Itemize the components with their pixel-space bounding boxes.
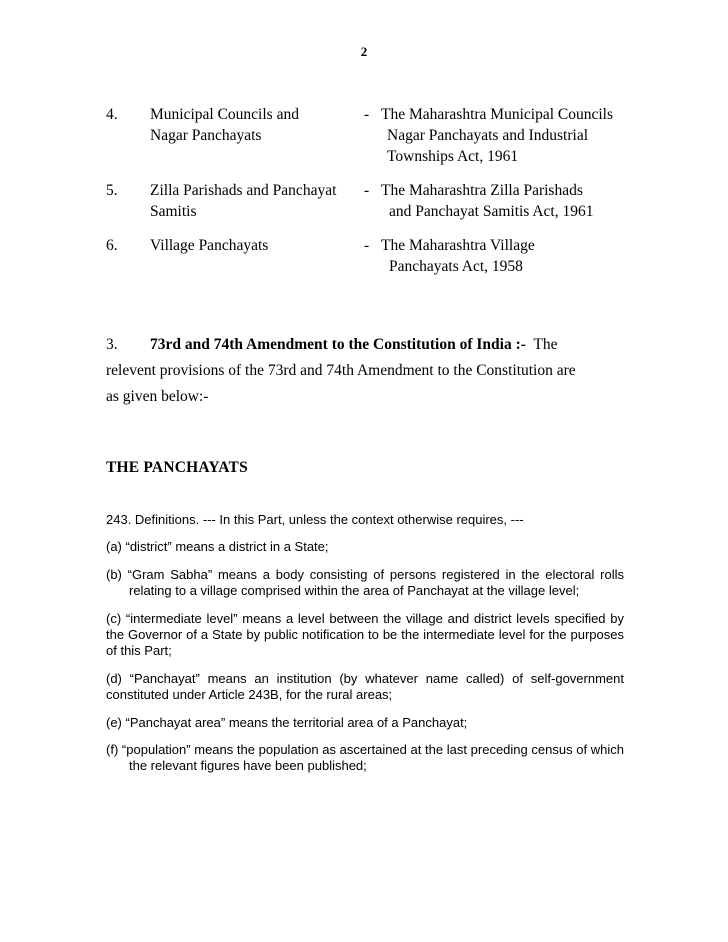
definition-item: (e) “Panchayat area” means the territorial area of a Panchayat; <box>106 714 468 730</box>
item-dash: - <box>364 237 370 254</box>
item-number: 5. <box>106 182 118 199</box>
list-item <box>106 235 646 256</box>
item-dash: - <box>364 182 370 199</box>
definition-item: (a) “district” means a district in a State; <box>106 539 329 555</box>
definition-item: (f) “population” means the population as ascertained at the last preceding census of which the relevant figures have been published; <box>106 742 624 774</box>
item-act: Panchayats Act, 1958 <box>389 258 523 275</box>
definition-item: (b) “Gram Sabha” means a body consisting of persons registered in the electoral rolls relating to a village comprised within the area of Panchayat at the village level; <box>106 566 624 599</box>
amendment-line: relevent provisions of the 73rd and 74th Amendment to the Constitution are <box>106 362 576 379</box>
list-item-continuation <box>106 146 646 167</box>
definitions-intro: 243. Definitions. --- In this Part, unless the context otherwise requires, --- <box>106 512 524 527</box>
item-body: Municipal Councils and <box>150 106 299 123</box>
amendment-text: The <box>533 336 558 353</box>
list-item-continuation <box>106 201 646 222</box>
section-title: THE PANCHAYATS <box>106 459 248 476</box>
amendment-paragraph <box>106 332 626 410</box>
item-body: Zilla Parishads and Panchayat <box>150 182 337 199</box>
amendment-line <box>106 332 626 358</box>
definition-item: (c) “intermediate level” means a level between the village and district levels specified by the Governor of a State by public notification to be the intermediate level for the purposes of this Part; <box>106 610 624 659</box>
item-act: The Maharashtra Village <box>381 237 535 254</box>
item-dash: - <box>364 106 370 123</box>
definitions <box>106 512 624 775</box>
item-number: 4. <box>106 106 118 123</box>
amendment-number: 3. <box>106 336 118 353</box>
item-body: Nagar Panchayats <box>150 127 262 144</box>
acts-list <box>106 104 646 277</box>
definition-item: (d) “Panchayat” means an institution (by whatever name called) of self-government constituted under Article 243B, for the rural areas; <box>106 670 624 703</box>
item-number: 6. <box>106 237 118 254</box>
item-act: The Maharashtra Municipal Councils <box>381 106 614 123</box>
item-act: Townships Act, 1961 <box>387 148 519 165</box>
item-act: and Panchayat Samitis Act, 1961 <box>389 203 594 220</box>
amendment-line: as given below:- <box>106 388 209 405</box>
item-act: Nagar Panchayats and Industrial <box>387 127 589 144</box>
list-item-continuation <box>106 125 646 146</box>
amendment-heading: 73rd and 74th Amendment to the Constitution of India :- <box>150 336 526 353</box>
item-body: Samitis <box>150 203 197 220</box>
list-item <box>106 104 646 125</box>
page-number: 2 <box>360 44 368 59</box>
item-body: Village Panchayats <box>150 237 269 254</box>
list-item-continuation <box>106 256 646 277</box>
item-act: The Maharashtra Zilla Parishads <box>381 182 583 199</box>
list-item <box>106 180 646 201</box>
